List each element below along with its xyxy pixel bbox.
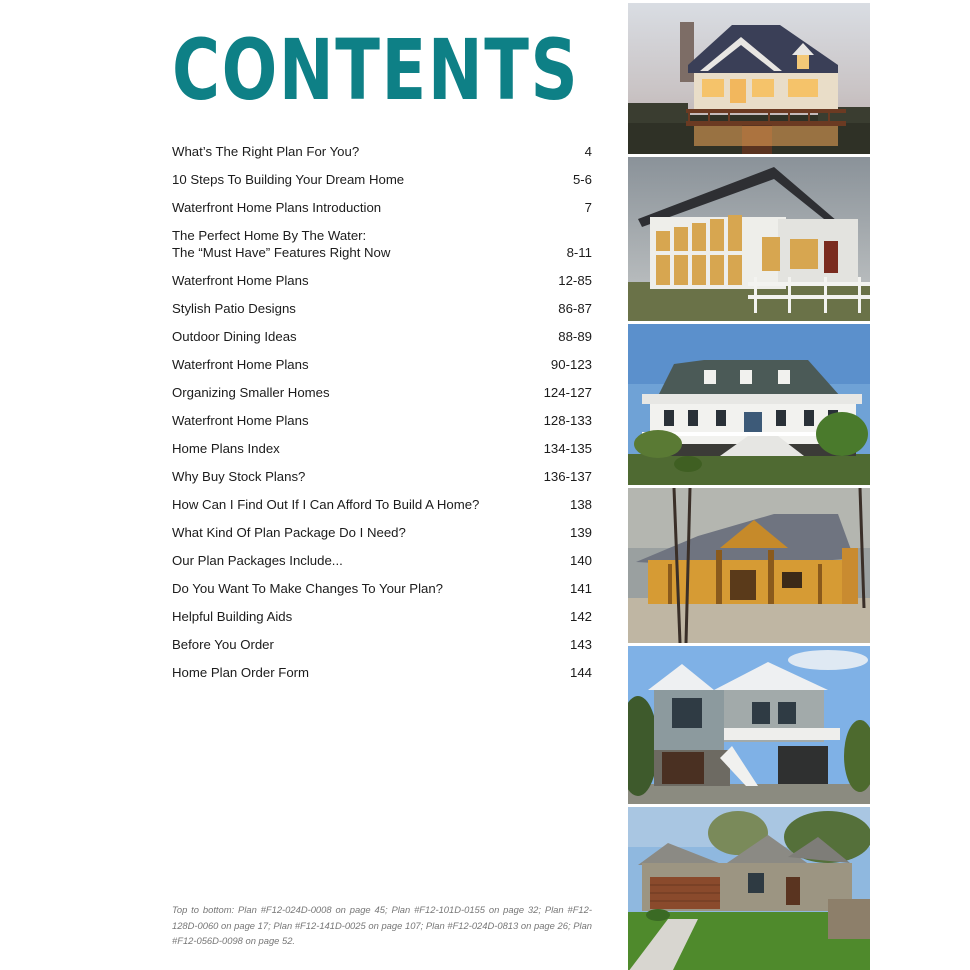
toc-entry <box>172 552 592 569</box>
toc-entry <box>172 524 592 541</box>
toc-entry-page: 86-87 <box>558 301 592 316</box>
toc-entry-title: Do You Want To Make Changes To Your Plan? <box>172 581 444 596</box>
toc-entry <box>172 412 592 429</box>
photo-column <box>628 3 870 970</box>
toc-entry <box>172 496 592 513</box>
toc-entry-page: 138 <box>569 497 592 512</box>
table-of-contents <box>172 143 592 681</box>
toc-entry-page: 88-89 <box>558 329 592 344</box>
photo-timber-frame-cabin <box>628 488 870 643</box>
toc-entry-page: 134-135 <box>543 441 592 456</box>
toc-entry-title: Outdoor Dining Ideas <box>172 329 297 344</box>
toc-entry-title: Waterfront Home Plans <box>172 357 309 372</box>
toc-entry-page: 5-6 <box>572 172 592 187</box>
toc-entry-page: 90-123 <box>550 357 592 372</box>
photo-caption: Top to bottom: Plan #F12-024D-0008 on page 45; Plan #F12-101D-0155 on page 32; Plan #F12-128D-0060 on page 17; Plan #F12-141D-0025 on page 107; Plan #F12-024D-0813 on page 26; Plan #F12-056D-0098 on page 52. <box>172 904 592 946</box>
toc-entry <box>172 664 592 681</box>
toc-entry-page: 139 <box>569 525 592 540</box>
toc-entry <box>172 468 592 485</box>
toc-entry-title: Before You Order <box>172 637 274 652</box>
photo-raised-craftsman-home <box>628 646 870 804</box>
toc-entry <box>172 384 592 401</box>
toc-entry-title: What’s The Right Plan For You? <box>172 144 360 159</box>
toc-entry-title: How Can I Find Out If I Can Afford To Build A Home? <box>172 497 480 512</box>
toc-entry-page: 136-137 <box>543 469 592 484</box>
toc-entry <box>172 328 592 345</box>
toc-entry <box>172 272 592 289</box>
toc-entry-title: What Kind Of Plan Package Do I Need? <box>172 525 406 540</box>
toc-entry-title: Waterfront Home Plans <box>172 413 309 428</box>
toc-entry-title: The Perfect Home By The Water: The “Must Have” Features Right Now <box>172 228 391 260</box>
toc-entry-page: 8-11 <box>566 245 592 260</box>
toc-entry <box>172 440 592 457</box>
toc-entry-page: 140 <box>569 553 592 568</box>
toc-entry-title: Organizing Smaller Homes <box>172 385 330 400</box>
toc-entry-title: Our Plan Packages Include... <box>172 553 343 568</box>
page-title: CONTENTS <box>172 21 580 119</box>
toc-entry-title: Stylish Patio Designs <box>172 301 296 316</box>
toc-entry <box>172 636 592 653</box>
toc-entry-page: 141 <box>569 581 592 596</box>
toc-entry <box>172 608 592 625</box>
toc-entry-page: 128-133 <box>543 413 592 428</box>
toc-entry-page: 143 <box>569 637 592 652</box>
toc-entry <box>172 300 592 317</box>
toc-entry-title: Why Buy Stock Plans? <box>172 469 306 484</box>
toc-entry <box>172 580 592 597</box>
toc-entry-page: 7 <box>584 200 592 215</box>
toc-entry-page: 12-85 <box>558 273 592 288</box>
toc-entry-page: 144 <box>569 665 592 680</box>
toc-entry-page: 142 <box>569 609 592 624</box>
toc-entry-title: Helpful Building Aids <box>172 609 293 624</box>
toc-entry-title: 10 Steps To Building Your Dream Home <box>172 172 405 187</box>
toc-entry <box>172 227 592 261</box>
toc-entry <box>172 199 592 216</box>
toc-entry-title: Waterfront Home Plans <box>172 273 309 288</box>
photo-white-board-batten-cabin <box>628 157 870 321</box>
toc-entry-page: 4 <box>584 144 592 159</box>
toc-entry-title: Home Plan Order Form <box>172 665 310 680</box>
photo-coastal-porch-home <box>628 324 870 485</box>
toc-entry-title: Waterfront Home Plans Introduction <box>172 200 382 215</box>
toc-entry-title: Home Plans Index <box>172 441 280 456</box>
toc-entry <box>172 143 592 160</box>
toc-entry-page: 124-127 <box>543 385 592 400</box>
toc-entry <box>172 171 592 188</box>
toc-entry <box>172 356 592 373</box>
photo-lit-cottage-dusk <box>628 3 870 154</box>
photo-stone-craftsman-ranch <box>628 807 870 970</box>
